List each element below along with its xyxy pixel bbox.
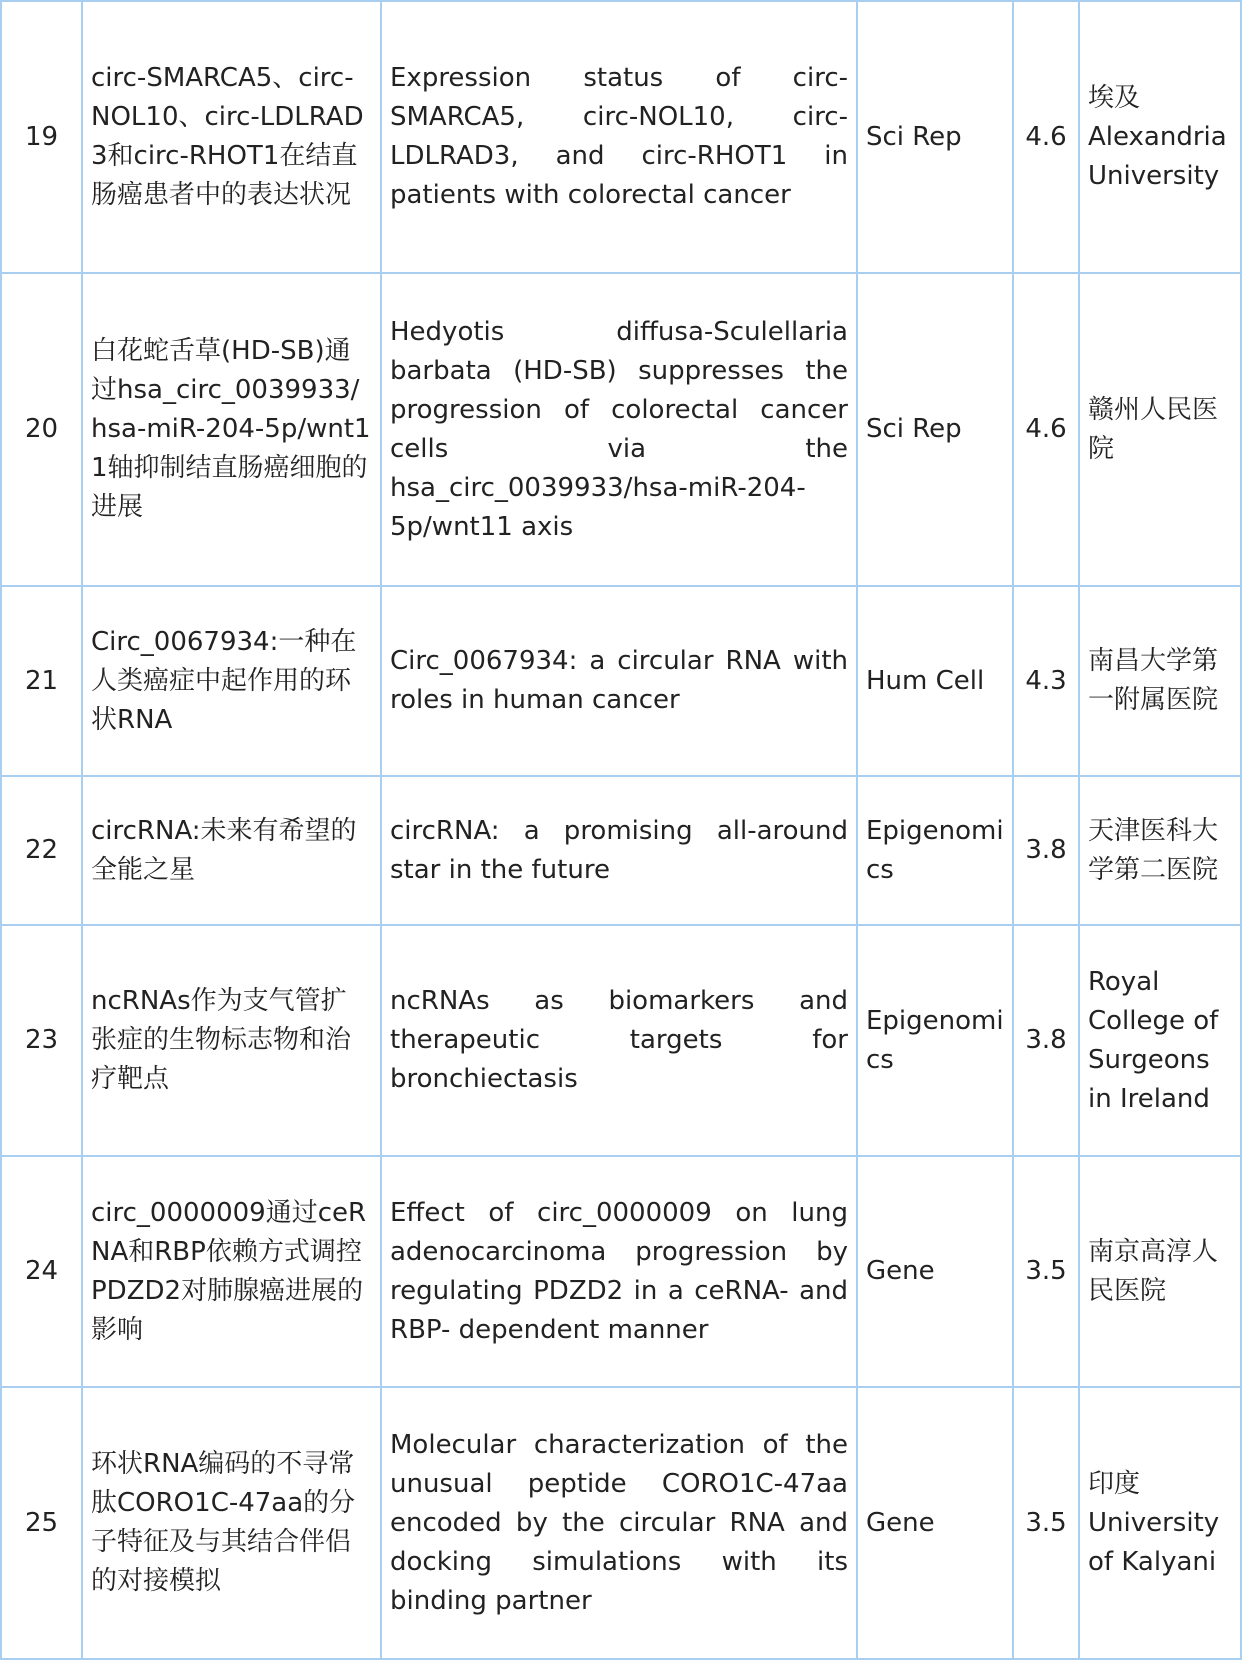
institution: 赣州人民医院 <box>1079 273 1241 586</box>
journal-name: Epigenomics <box>857 776 1013 925</box>
row-number: 19 <box>1 1 82 273</box>
impact-factor: 4.6 <box>1013 273 1079 586</box>
journal-name: Hum Cell <box>857 586 1013 776</box>
english-title: Molecular characterization of the unusual peptide CORO1C-47aa encoded by the circular RNA and docking simulations with its binding partner <box>381 1387 857 1659</box>
institution: 埃及 Alexandria University <box>1079 1 1241 273</box>
institution: Royal College of Surgeons in Ireland <box>1079 925 1241 1156</box>
chinese-title: ncRNAs作为支气管扩张症的生物标志物和治疗靶点 <box>82 925 381 1156</box>
english-title: Expression status of circ-SMARCA5, circ-NOL10, circ-LDLRAD3, and circ-RHOT1 in patients with colorectal cancer <box>381 1 857 273</box>
journal-name: Gene <box>857 1387 1013 1659</box>
journal-name: Sci Rep <box>857 273 1013 586</box>
table-row <box>1 925 1241 1156</box>
impact-factor: 3.8 <box>1013 925 1079 1156</box>
chinese-title: circRNA:未来有希望的全能之星 <box>82 776 381 925</box>
table-row <box>1 1387 1241 1659</box>
journal-name: Gene <box>857 1156 1013 1387</box>
row-number: 22 <box>1 776 82 925</box>
institution: 南京高淳人民医院 <box>1079 1156 1241 1387</box>
institution: 天津医科大学第二医院 <box>1079 776 1241 925</box>
row-number: 21 <box>1 586 82 776</box>
english-title: Circ_0067934: a circular RNA with roles in human cancer <box>381 586 857 776</box>
table-row <box>1 1 1241 273</box>
table-row <box>1 273 1241 586</box>
institution: 南昌大学第一附属医院 <box>1079 586 1241 776</box>
impact-factor: 3.5 <box>1013 1156 1079 1387</box>
english-title: circRNA: a promising all-around star in the future <box>381 776 857 925</box>
row-number: 23 <box>1 925 82 1156</box>
english-title: Effect of circ_0000009 on lung adenocarcinoma progression by regulating PDZD2 in a ceRNA- and RBP- dependent manner <box>381 1156 857 1387</box>
chinese-title: 白花蛇舌草(HD-SB)通过hsa_circ_0039933/hsa-miR-204-5p/wnt11轴抑制结直肠癌细胞的进展 <box>82 273 381 586</box>
chinese-title: 环状RNA编码的不寻常肽CORO1C-47aa的分子特征及与其结合伴侣的对接模拟 <box>82 1387 381 1659</box>
row-number: 20 <box>1 273 82 586</box>
journal-name: Epigenomics <box>857 925 1013 1156</box>
impact-factor: 3.5 <box>1013 1387 1079 1659</box>
chinese-title: circ_0000009通过ceRNA和RBP依赖方式调控PDZD2对肺腺癌进展的影响 <box>82 1156 381 1387</box>
english-title: ncRNAs as biomarkers and therapeutic targets for bronchiectasis <box>381 925 857 1156</box>
table-row <box>1 776 1241 925</box>
row-number: 25 <box>1 1387 82 1659</box>
table-row <box>1 586 1241 776</box>
institution: 印度 University of Kalyani <box>1079 1387 1241 1659</box>
impact-factor: 4.3 <box>1013 586 1079 776</box>
english-title: Hedyotis diffusa-Sculellaria barbata (HD-SB) suppresses the progression of colorectal cancer cells via the hsa_circ_0039933/hsa-miR-204-5p/wnt11 axis <box>381 273 857 586</box>
table-row <box>1 1156 1241 1387</box>
chinese-title: circ-SMARCA5、circ-NOL10、circ-LDLRAD3和circ-RHOT1在结直肠癌患者中的表达状况 <box>82 1 381 273</box>
row-number: 24 <box>1 1156 82 1387</box>
impact-factor: 3.8 <box>1013 776 1079 925</box>
impact-factor: 4.6 <box>1013 1 1079 273</box>
chinese-title: Circ_0067934:一种在人类癌症中起作用的环状RNA <box>82 586 381 776</box>
journal-name: Sci Rep <box>857 1 1013 273</box>
